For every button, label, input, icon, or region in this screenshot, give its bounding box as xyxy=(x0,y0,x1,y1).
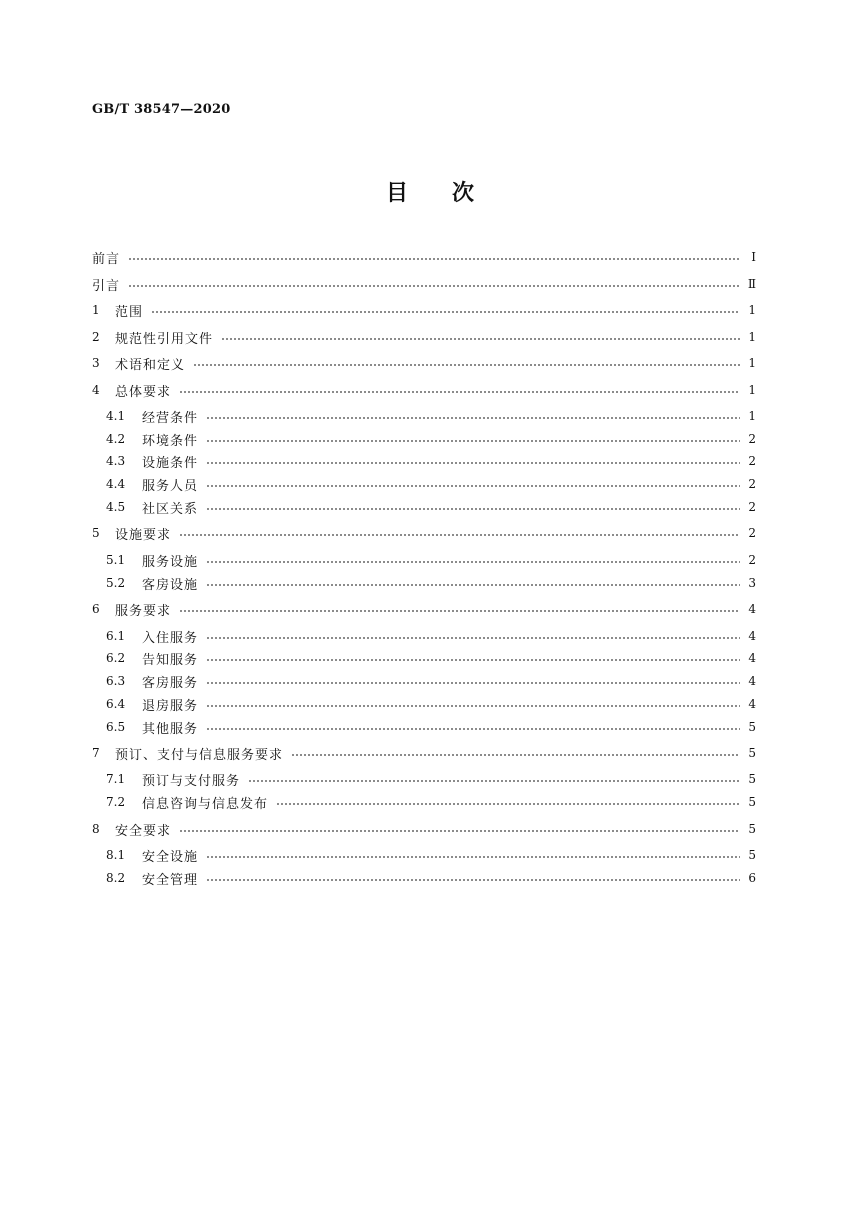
toc-entry-label: 预订与支付服务 xyxy=(142,773,241,789)
toc-leader-dots xyxy=(206,485,740,487)
toc-entry-5-2[interactable] xyxy=(106,574,756,592)
toc-entry-page: 2 xyxy=(748,432,756,446)
toc-entry-number: 4.5 xyxy=(106,500,126,514)
toc-entry-6-4[interactable] xyxy=(106,695,756,713)
toc-entry-6-5[interactable] xyxy=(106,718,756,736)
toc-entry-page: 5 xyxy=(748,848,756,862)
toc-entry-label: 术语和定义 xyxy=(115,357,186,373)
toc-entry-page: 5 xyxy=(748,772,756,786)
toc-entry-number: 6.4 xyxy=(106,697,126,711)
toc-entry-label: 总体要求 xyxy=(115,384,172,400)
toc-leader-dots xyxy=(221,338,740,340)
toc-entry-4-1[interactable] xyxy=(106,407,756,425)
toc-leader-dots xyxy=(179,534,740,536)
toc-entry-number: 5.2 xyxy=(106,576,126,590)
toc-entry-page: 2 xyxy=(748,454,756,468)
toc-leader-dots xyxy=(206,637,740,639)
toc-entry-page: 1 xyxy=(748,303,756,317)
toc-entry-label: 服务要求 xyxy=(115,603,172,619)
title-char-1: 目 xyxy=(385,180,408,206)
toc-entry-page: 4 xyxy=(748,697,756,711)
toc-entry-page: 3 xyxy=(748,576,756,590)
toc-leader-dots xyxy=(206,584,740,586)
toc-entry-page: Ⅰ xyxy=(751,250,756,264)
toc-entry-foreword[interactable] xyxy=(92,248,756,266)
toc-entry-label: 安全要求 xyxy=(115,823,172,839)
toc-entry-label: 前言 xyxy=(92,251,121,267)
toc-entry-page: 4 xyxy=(748,651,756,665)
toc-leader-dots xyxy=(276,803,740,805)
toc-entry-number: 8 xyxy=(92,822,100,836)
toc-entry-page: 1 xyxy=(748,383,756,397)
toc-entry-number: 5 xyxy=(92,526,100,540)
toc-entry-number: 6.1 xyxy=(106,629,126,643)
toc-entry-number: 4.4 xyxy=(106,477,126,491)
toc-entry-8-1[interactable] xyxy=(106,846,756,864)
toc-entry-page: Ⅱ xyxy=(747,277,756,291)
toc-entry-label: 服务人员 xyxy=(142,478,199,494)
toc-entry-label: 经营条件 xyxy=(142,410,199,426)
toc-leader-dots xyxy=(206,705,740,707)
toc-entry-5-1[interactable] xyxy=(106,551,756,569)
toc-entry-label: 退房服务 xyxy=(142,698,199,714)
toc-entry-number: 6.5 xyxy=(106,720,126,734)
toc-entry-page: 4 xyxy=(748,602,756,616)
toc-entry-5[interactable] xyxy=(92,524,756,542)
toc-entry-7-1[interactable] xyxy=(106,770,756,788)
toc-entry-label: 范围 xyxy=(115,304,144,320)
toc-entry-number: 1 xyxy=(92,303,100,317)
toc-entry-page: 2 xyxy=(748,553,756,567)
toc-leader-dots xyxy=(179,610,740,612)
toc-entry-1[interactable] xyxy=(92,301,756,319)
toc-entry-page: 5 xyxy=(748,795,756,809)
toc-entry-page: 5 xyxy=(748,746,756,760)
toc-leader-dots xyxy=(179,830,740,832)
table-of-contents xyxy=(92,0,756,1217)
toc-entry-page: 2 xyxy=(748,526,756,540)
toc-leader-dots xyxy=(206,856,740,858)
toc-entry-number: 4.2 xyxy=(106,432,126,446)
toc-entry-label: 安全管理 xyxy=(142,872,199,888)
toc-entry-label: 信息咨询与信息发布 xyxy=(142,796,269,812)
toc-entry-page: 1 xyxy=(748,356,756,370)
toc-entry-6-3[interactable] xyxy=(106,672,756,690)
toc-entry-number: 8.2 xyxy=(106,871,126,885)
toc-leader-dots xyxy=(179,391,740,393)
toc-entry-label: 预订、支付与信息服务要求 xyxy=(115,747,284,763)
toc-entry-number: 4.3 xyxy=(106,454,126,468)
toc-entry-4-3[interactable] xyxy=(106,452,756,470)
toc-entry-label: 规范性引用文件 xyxy=(115,331,214,347)
toc-entry-4[interactable] xyxy=(92,381,756,399)
toc-leader-dots xyxy=(206,728,740,730)
toc-entry-page: 4 xyxy=(748,629,756,643)
toc-entry-page: 6 xyxy=(748,871,756,885)
toc-entry-label: 设施条件 xyxy=(142,455,199,471)
toc-entry-label: 设施要求 xyxy=(115,527,172,543)
toc-entry-number: 6 xyxy=(92,602,100,616)
toc-leader-dots xyxy=(206,879,740,881)
toc-entry-number: 4 xyxy=(92,383,100,397)
toc-leader-dots xyxy=(248,780,740,782)
toc-entry-page: 4 xyxy=(748,674,756,688)
toc-entry-page: 2 xyxy=(748,477,756,491)
toc-entry-4-4[interactable] xyxy=(106,475,756,493)
toc-entry-label: 安全设施 xyxy=(142,849,199,865)
toc-leader-dots xyxy=(151,311,740,313)
toc-entry-label: 入住服务 xyxy=(142,630,199,646)
toc-entry-introduction[interactable] xyxy=(92,275,756,293)
toc-entry-page: 5 xyxy=(748,822,756,836)
toc-entry-number: 7.2 xyxy=(106,795,126,809)
toc-entry-label: 告知服务 xyxy=(142,652,199,668)
toc-entry-number: 2 xyxy=(92,330,100,344)
toc-entry-number: 7.1 xyxy=(106,772,126,786)
toc-leader-dots xyxy=(206,682,740,684)
toc-entry-page: 1 xyxy=(748,330,756,344)
toc-leader-dots xyxy=(193,364,740,366)
toc-entry-number: 6.3 xyxy=(106,674,126,688)
toc-leader-dots xyxy=(128,258,740,260)
toc-entry-6-1[interactable] xyxy=(106,627,756,645)
toc-entry-label: 客房服务 xyxy=(142,675,199,691)
toc-entry-8-2[interactable] xyxy=(106,869,756,887)
toc-entry-label: 环境条件 xyxy=(142,433,199,449)
toc-entry-2[interactable] xyxy=(92,328,756,346)
toc-leader-dots xyxy=(206,462,740,464)
toc-entry-8[interactable] xyxy=(92,820,756,838)
toc-entry-number: 6.2 xyxy=(106,651,126,665)
toc-entry-4-2[interactable] xyxy=(106,430,756,448)
toc-entry-7[interactable] xyxy=(92,744,756,762)
toc-entry-label: 其他服务 xyxy=(142,721,199,737)
toc-leader-dots xyxy=(206,659,740,661)
standard-code: GB/T 38547—2020 xyxy=(92,102,231,117)
toc-entry-3[interactable] xyxy=(92,354,756,372)
toc-entry-number: 5.1 xyxy=(106,553,126,567)
toc-leader-dots xyxy=(206,508,740,510)
toc-leader-dots xyxy=(206,561,740,563)
toc-leader-dots xyxy=(291,754,740,756)
toc-entry-label: 服务设施 xyxy=(142,554,199,570)
toc-entry-page: 2 xyxy=(748,500,756,514)
toc-entry-label: 社区关系 xyxy=(142,501,199,517)
toc-entry-number: 7 xyxy=(92,746,100,760)
toc-entry-page: 5 xyxy=(748,720,756,734)
toc-leader-dots xyxy=(206,417,740,419)
toc-entry-number: 8.1 xyxy=(106,848,126,862)
toc-entry-label: 引言 xyxy=(92,278,121,294)
toc-entry-4-5[interactable] xyxy=(106,498,756,516)
toc-entry-6[interactable] xyxy=(92,600,756,618)
toc-entry-number: 4.1 xyxy=(106,409,126,423)
title-char-2: 次 xyxy=(452,180,475,206)
toc-entry-7-2[interactable] xyxy=(106,793,756,811)
toc-leader-dots xyxy=(128,285,740,287)
toc-leader-dots xyxy=(206,440,740,442)
toc-entry-page: 1 xyxy=(748,409,756,423)
toc-entry-number: 3 xyxy=(92,356,100,370)
toc-entry-label: 客房设施 xyxy=(142,577,199,593)
toc-entry-6-2[interactable] xyxy=(106,649,756,667)
